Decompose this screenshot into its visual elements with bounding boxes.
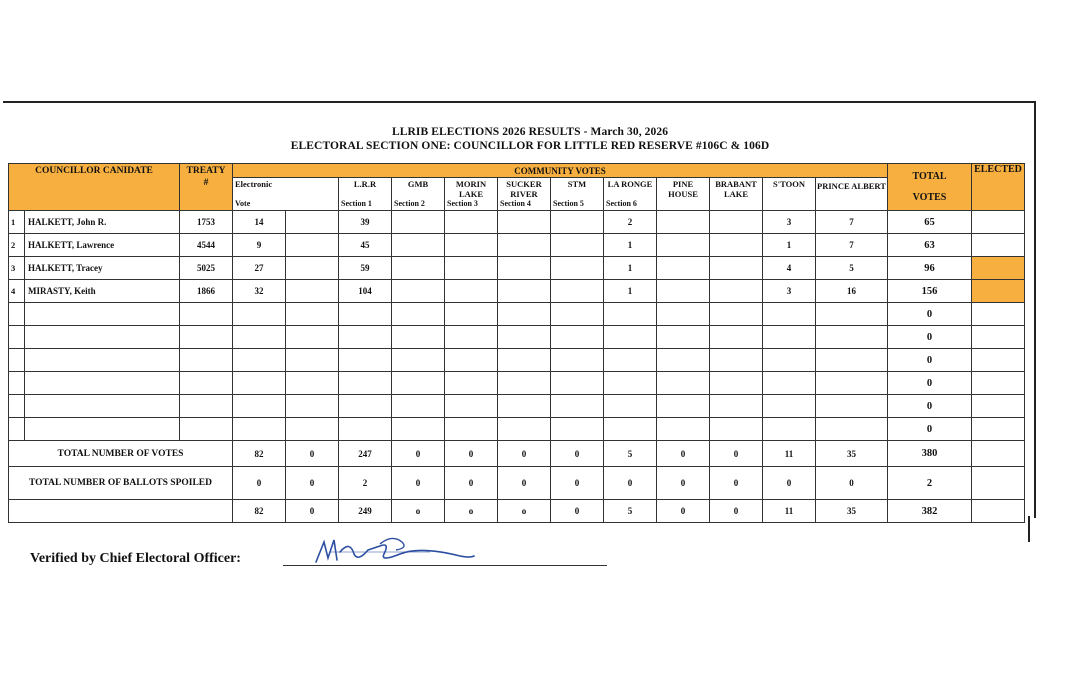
sucker-section: Section 4: [500, 199, 531, 208]
vote-stm: [551, 234, 604, 257]
vote-pine: [657, 395, 710, 418]
total-votes-cell: 0: [888, 349, 972, 372]
summary-stm: 0: [551, 467, 604, 500]
vote-morin: [445, 234, 498, 257]
pine-header: [657, 178, 710, 211]
summary-pine: 0: [657, 467, 710, 500]
gmb-section: Section 2: [394, 199, 425, 208]
elected-cell: [972, 257, 1025, 280]
vote-electronic-extra: [286, 280, 339, 303]
vote-sucker: [498, 257, 551, 280]
summary-gmb: 0: [392, 467, 445, 500]
stm-header: [551, 178, 604, 211]
candidate-cell: [9, 211, 180, 234]
summary-pa: 0: [816, 467, 888, 500]
vote-sucker: [498, 303, 551, 326]
summary-lrr: 2: [339, 467, 392, 500]
vote-laronge: [604, 395, 657, 418]
stm-label: STM: [567, 179, 587, 189]
summary-stoon: 11: [763, 441, 816, 467]
vote-pine: [657, 418, 710, 441]
vote-lrr: [339, 303, 392, 326]
candidate-row: [9, 257, 1025, 280]
elected-cell: [972, 234, 1025, 257]
summary-elected: [972, 500, 1025, 523]
vote-electronic-extra: [286, 234, 339, 257]
total-votes-label: TOTAL NUMBER OF VOTES: [9, 441, 233, 467]
vote-pa: 5: [816, 257, 888, 280]
laronge-header: [604, 178, 657, 211]
stm-section: Section 5: [553, 199, 584, 208]
morin-section: Section 3: [447, 199, 478, 208]
vote-electronic: 9: [233, 234, 286, 257]
vote-pine: [657, 234, 710, 257]
elected-cell: [972, 349, 1025, 372]
electronic-label: Electronic: [235, 179, 273, 189]
total-votes-row: [9, 441, 1025, 467]
candidate-header: COUNCILLOR CANIDATE: [9, 164, 180, 211]
vote-brabant: [710, 280, 763, 303]
row-number: 2: [9, 234, 25, 256]
vote-pa: 16: [816, 280, 888, 303]
morin-label: MORIN LAKE: [455, 179, 487, 199]
vote-sucker: [498, 234, 551, 257]
vote-pa: [816, 303, 888, 326]
treaty-number: [180, 395, 233, 418]
summary-gmb: 0: [392, 441, 445, 467]
vote-stm: [551, 211, 604, 234]
vote-stm: [551, 395, 604, 418]
vote-brabant: [710, 395, 763, 418]
report-subtitle: ELECTORAL SECTION ONE: COUNCILLOR FOR LITTLE RED RESERVE #106C & 106D: [290, 140, 770, 152]
vote-electronic-extra: [286, 326, 339, 349]
electronic-header: [233, 178, 339, 211]
treaty-header-line2: #: [203, 178, 209, 188]
summary-elected: [972, 441, 1025, 467]
vote-electronic: [233, 349, 286, 372]
elected-header: ELECTED: [972, 164, 1025, 211]
vote-label: Vote: [235, 199, 251, 208]
elected-cell: [972, 326, 1025, 349]
treaty-number: 1866: [180, 280, 233, 303]
candidate-cell: [9, 280, 180, 303]
summary-electronic: 82: [233, 500, 286, 523]
vote-electronic: [233, 418, 286, 441]
summary-elected: [972, 467, 1025, 500]
candidate-row: [9, 418, 1025, 441]
vote-electronic: [233, 372, 286, 395]
vote-laronge: 1: [604, 280, 657, 303]
vote-laronge: [604, 303, 657, 326]
morin-header: [445, 178, 498, 211]
summary-laronge: 5: [604, 441, 657, 467]
vote-gmb: [392, 349, 445, 372]
summary-gmb: o: [392, 500, 445, 523]
lrr-label: L.R.R: [353, 179, 377, 189]
candidate-cell: [9, 418, 180, 441]
vote-lrr: [339, 372, 392, 395]
vote-stm: [551, 349, 604, 372]
summary-laronge: 5: [604, 500, 657, 523]
treaty-number: [180, 326, 233, 349]
laronge-section: Section 6: [606, 199, 637, 208]
lrr-header: [339, 178, 392, 211]
vote-electronic: [233, 326, 286, 349]
vote-brabant: [710, 418, 763, 441]
summary-stm: 0: [551, 500, 604, 523]
vote-stoon: [763, 418, 816, 441]
vote-stoon: [763, 349, 816, 372]
vote-laronge: [604, 326, 657, 349]
summary-morin: 0: [445, 441, 498, 467]
vote-pa: [816, 395, 888, 418]
vote-morin: [445, 418, 498, 441]
vote-electronic-extra: [286, 303, 339, 326]
summary-pa: 35: [816, 500, 888, 523]
grand-total-label-cell: [9, 500, 233, 523]
report-title: LLRIB ELECTIONS 2026 RESULTS - March 30, 2026: [391, 126, 669, 138]
vote-stm: [551, 280, 604, 303]
candidate-cell: [9, 326, 180, 349]
vote-sucker: [498, 349, 551, 372]
vote-gmb: [392, 372, 445, 395]
spoiled-row: [9, 467, 1025, 500]
treaty-header: [180, 164, 233, 211]
vote-lrr: [339, 326, 392, 349]
vote-sucker: [498, 280, 551, 303]
candidate-cell: [9, 234, 180, 257]
candidate-row: [9, 211, 1025, 234]
vote-stm: [551, 303, 604, 326]
vote-lrr: [339, 395, 392, 418]
vote-pine: [657, 211, 710, 234]
vote-lrr: 45: [339, 234, 392, 257]
vote-stoon: 3: [763, 211, 816, 234]
vote-stoon: [763, 372, 816, 395]
total-votes-cell: 0: [888, 372, 972, 395]
vote-sucker: [498, 211, 551, 234]
vote-pa: [816, 372, 888, 395]
vote-gmb: [392, 211, 445, 234]
vote-pine: [657, 280, 710, 303]
spoiled-label: TOTAL NUMBER OF BALLOTS SPOILED: [9, 467, 233, 500]
vote-morin: [445, 257, 498, 280]
summary-morin: 0: [445, 467, 498, 500]
total-votes-cell: 65: [888, 211, 972, 234]
candidate-cell: [9, 395, 180, 418]
vote-pine: [657, 257, 710, 280]
frame-edge: [1028, 516, 1030, 542]
summary-morin: o: [445, 500, 498, 523]
summary-electronic: 0: [233, 467, 286, 500]
vote-laronge: [604, 349, 657, 372]
treaty-number: 5025: [180, 257, 233, 280]
vote-pine: [657, 326, 710, 349]
elected-cell: [972, 395, 1025, 418]
total-votes-cell: 0: [888, 395, 972, 418]
vote-stm: [551, 326, 604, 349]
vote-stoon: [763, 395, 816, 418]
vote-gmb: [392, 280, 445, 303]
candidate-row: [9, 326, 1025, 349]
vote-stm: [551, 257, 604, 280]
summary-stoon: 11: [763, 500, 816, 523]
vote-stm: [551, 418, 604, 441]
vote-gmb: [392, 257, 445, 280]
vote-laronge: 1: [604, 257, 657, 280]
vote-pa: 7: [816, 234, 888, 257]
row-number: 3: [9, 257, 25, 279]
vote-laronge: 2: [604, 211, 657, 234]
verified-label: Verified by Chief Electoral Officer:: [30, 551, 241, 566]
candidate-rows: [9, 211, 1025, 441]
vote-laronge: [604, 418, 657, 441]
treaty-number: [180, 303, 233, 326]
summary-electronic: 82: [233, 441, 286, 467]
pa-label: PRINCE ALBERT: [817, 181, 886, 191]
vote-lrr: [339, 349, 392, 372]
vote-sucker: [498, 395, 551, 418]
candidate-cell: [9, 257, 180, 280]
candidate-name: HALKETT, Lawrence: [28, 240, 115, 250]
vote-sucker: [498, 372, 551, 395]
pine-label: PINE HOUSE: [668, 179, 698, 199]
vote-stoon: 1: [763, 234, 816, 257]
vote-laronge: [604, 372, 657, 395]
vote-brabant: [710, 303, 763, 326]
vote-lrr: 104: [339, 280, 392, 303]
vote-morin: [445, 326, 498, 349]
vote-laronge: 1: [604, 234, 657, 257]
total-votes-cell: 96: [888, 257, 972, 280]
vote-electronic-extra: [286, 372, 339, 395]
total-header-line1: TOTAL: [912, 171, 947, 182]
candidate-name: MIRASTY, Keith: [28, 286, 96, 296]
row-number: [9, 395, 25, 417]
candidate-name: HALKETT, Tracey: [28, 263, 103, 273]
total-votes-cell: 0: [888, 303, 972, 326]
sucker-header: [498, 178, 551, 211]
vote-electronic-extra: [286, 418, 339, 441]
summary-electronic-extra: 0: [286, 441, 339, 467]
gmb-header: [392, 178, 445, 211]
summary-brabant: 0: [710, 467, 763, 500]
vote-electronic: 14: [233, 211, 286, 234]
candidate-name: HALKETT, John R.: [28, 217, 107, 227]
summary-pine: 0: [657, 500, 710, 523]
elected-cell: [972, 418, 1025, 441]
row-number: [9, 303, 25, 325]
summary-brabant: 0: [710, 500, 763, 523]
vote-electronic: 27: [233, 257, 286, 280]
candidate-cell: [9, 303, 180, 326]
vote-gmb: [392, 326, 445, 349]
candidate-row: [9, 234, 1025, 257]
vote-gmb: [392, 395, 445, 418]
total-votes-cell: 0: [888, 418, 972, 441]
vote-brabant: [710, 372, 763, 395]
signature-image: [310, 532, 480, 568]
elected-cell: [972, 211, 1025, 234]
vote-stoon: [763, 303, 816, 326]
vote-electronic-extra: [286, 395, 339, 418]
summary-lrr: 249: [339, 500, 392, 523]
summary-total: 2: [888, 467, 972, 500]
row-number: [9, 349, 25, 371]
summary-stoon: 0: [763, 467, 816, 500]
vote-gmb: [392, 303, 445, 326]
treaty-number: 1753: [180, 211, 233, 234]
candidate-row: [9, 280, 1025, 303]
stoon-label: S'TOON: [773, 179, 805, 189]
community-votes-header: COMMUNITY VOTES: [233, 164, 888, 178]
treaty-header-line1: TREATY: [186, 166, 226, 176]
vote-brabant: [710, 211, 763, 234]
treaty-number: [180, 349, 233, 372]
vote-morin: [445, 303, 498, 326]
vote-brabant: [710, 257, 763, 280]
row-number: 4: [9, 280, 25, 302]
treaty-number: 4544: [180, 234, 233, 257]
summary-brabant: 0: [710, 441, 763, 467]
candidate-row: [9, 349, 1025, 372]
brabant-header: [710, 178, 763, 211]
vote-morin: [445, 395, 498, 418]
vote-pine: [657, 372, 710, 395]
vote-stoon: [763, 326, 816, 349]
vote-sucker: [498, 326, 551, 349]
vote-gmb: [392, 418, 445, 441]
vote-morin: [445, 349, 498, 372]
elected-cell: [972, 372, 1025, 395]
vote-electronic: [233, 395, 286, 418]
vote-morin: [445, 211, 498, 234]
results-table: [8, 163, 1025, 523]
total-votes-cell: 63: [888, 234, 972, 257]
elected-cell: [972, 303, 1025, 326]
vote-pine: [657, 349, 710, 372]
vote-pa: [816, 326, 888, 349]
total-votes-cell: 156: [888, 280, 972, 303]
row-number: [9, 326, 25, 348]
vote-morin: [445, 372, 498, 395]
elected-cell: [972, 280, 1025, 303]
vote-stoon: 3: [763, 280, 816, 303]
summary-laronge: 0: [604, 467, 657, 500]
vote-electronic-extra: [286, 349, 339, 372]
summary-electronic-extra: 0: [286, 500, 339, 523]
summary-total: 382: [888, 500, 972, 523]
vote-electronic-extra: [286, 211, 339, 234]
stoon-header: [763, 178, 816, 211]
total-votes-cell: 0: [888, 326, 972, 349]
summary-sucker: 0: [498, 467, 551, 500]
vote-brabant: [710, 349, 763, 372]
treaty-number: [180, 418, 233, 441]
vote-pine: [657, 303, 710, 326]
vote-gmb: [392, 234, 445, 257]
candidate-cell: [9, 349, 180, 372]
summary-electronic-extra: 0: [286, 467, 339, 500]
summary-lrr: 247: [339, 441, 392, 467]
candidate-row: [9, 395, 1025, 418]
candidate-cell: [9, 372, 180, 395]
vote-lrr: 59: [339, 257, 392, 280]
vote-pa: 7: [816, 211, 888, 234]
vote-pa: [816, 349, 888, 372]
candidate-row: [9, 303, 1025, 326]
vote-electronic: [233, 303, 286, 326]
vote-lrr: 39: [339, 211, 392, 234]
vote-pa: [816, 418, 888, 441]
pa-header: [816, 178, 888, 211]
vote-brabant: [710, 234, 763, 257]
summary-total: 380: [888, 441, 972, 467]
vote-electronic-extra: [286, 257, 339, 280]
vote-lrr: [339, 418, 392, 441]
treaty-number: [180, 372, 233, 395]
summary-stm: 0: [551, 441, 604, 467]
sucker-label: SUCKER RIVER: [506, 179, 542, 199]
total-header-line2: VOTES: [912, 192, 947, 203]
vote-electronic: 32: [233, 280, 286, 303]
row-number: [9, 372, 25, 394]
candidate-row: [9, 372, 1025, 395]
brabant-label: BRABANT LAKE: [715, 179, 757, 199]
summary-sucker: 0: [498, 441, 551, 467]
grand-total-row: [9, 500, 1025, 523]
summary-pa: 35: [816, 441, 888, 467]
summary-pine: 0: [657, 441, 710, 467]
laronge-label: LA RONGE: [607, 179, 653, 189]
vote-morin: [445, 280, 498, 303]
gmb-label: GMB: [407, 179, 429, 189]
vote-sucker: [498, 418, 551, 441]
summary-sucker: o: [498, 500, 551, 523]
total-votes-header: [888, 164, 972, 211]
vote-brabant: [710, 326, 763, 349]
lrr-section: Section 1: [341, 199, 372, 208]
vote-stoon: 4: [763, 257, 816, 280]
vote-stm: [551, 372, 604, 395]
row-number: [9, 418, 25, 440]
row-number: 1: [9, 211, 25, 233]
